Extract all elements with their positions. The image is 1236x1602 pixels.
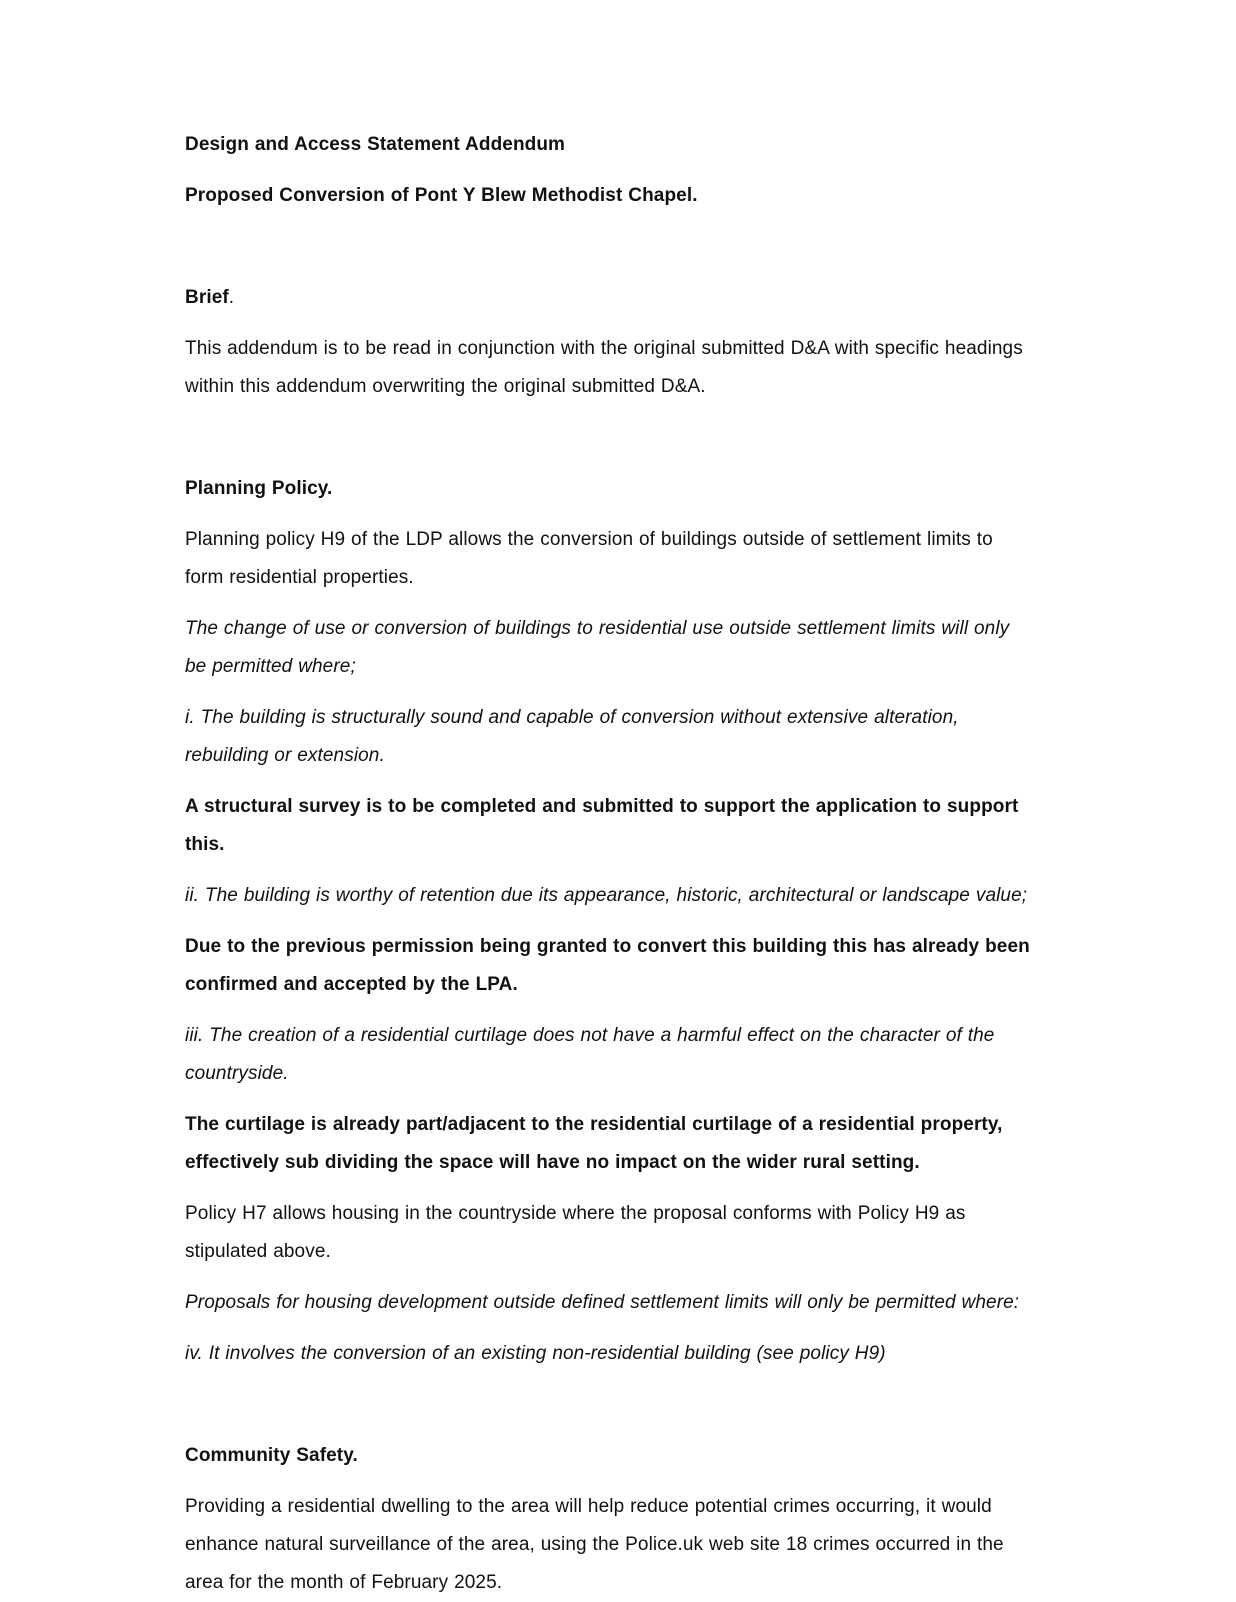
paragraph xyxy=(185,1488,1033,1602)
text-run: This addendum is to be read in conjunction with the original submitted D&A with specific headings within this addendum overwriting the original submitted D&A. xyxy=(185,338,1023,397)
paragraph xyxy=(185,610,1033,686)
blank-line xyxy=(185,228,1033,266)
paragraph xyxy=(185,177,1033,215)
blank-line xyxy=(185,419,1033,457)
paragraph xyxy=(185,877,1033,915)
paragraph xyxy=(185,330,1033,406)
paragraph xyxy=(185,279,1033,317)
text-run: Proposed Conversion of Pont Y Blew Methodist Chapel. xyxy=(185,185,698,206)
text-run: i. The building is structurally sound and capable of conversion without extensive alteration, rebuilding or extension. xyxy=(185,707,959,766)
text-run: A structural survey is to be completed and submitted to support the application to support this. xyxy=(185,796,1019,855)
text-run: iv. It involves the conversion of an existing non-residential building (see policy H9) xyxy=(185,1343,886,1364)
text-run: The curtilage is already part/adjacent to the residential curtilage of a residential property, effectively sub dividing the space will have no impact on the wider rural setting. xyxy=(185,1114,1003,1173)
paragraph xyxy=(185,1335,1033,1373)
text-run: ii. The building is worthy of retention due its appearance, historic, architectural or landscape value; xyxy=(185,885,1028,906)
text-run: Design and Access Statement Addendum xyxy=(185,134,566,155)
paragraph xyxy=(185,1017,1033,1093)
paragraph xyxy=(185,788,1033,864)
text-run: The change of use or conversion of buildings to residential use outside settlement limits will only be permitted where; xyxy=(185,618,1010,677)
text-run: Community Safety. xyxy=(185,1445,358,1466)
paragraph xyxy=(185,928,1033,1004)
text-run: Proposals for housing development outside defined settlement limits will only be permitted where: xyxy=(185,1292,1020,1313)
text-run: Due to the previous permission being granted to convert this building this has already been confirmed and accepted by the LPA. xyxy=(185,936,1030,995)
text-run: iii. The creation of a residential curtilage does not have a harmful effect on the character of the countryside. xyxy=(185,1025,995,1084)
paragraph xyxy=(185,1106,1033,1182)
paragraph xyxy=(185,1437,1033,1475)
paragraph xyxy=(185,126,1033,164)
text-run: . xyxy=(228,287,235,308)
paragraph xyxy=(185,521,1033,597)
text-run: Planning policy H9 of the LDP allows the conversion of buildings outside of settlement limits to form residential properties. xyxy=(185,529,993,588)
paragraph xyxy=(185,470,1033,508)
text-run: Policy H7 allows housing in the countryside where the proposal conforms with Policy H9 as stipulated above. xyxy=(185,1203,966,1262)
paragraph xyxy=(185,699,1033,775)
paragraph xyxy=(185,1195,1033,1271)
blank-line xyxy=(185,1386,1033,1424)
text-run: Planning Policy. xyxy=(185,478,333,499)
paragraph xyxy=(185,1284,1033,1322)
text-run: Providing a residential dwelling to the area will help reduce potential crimes occurring, it would enhance natural surveillance of the area, using the Police.uk web site 18 crimes occurred in the area for the month of February 2025. xyxy=(185,1496,1004,1593)
text-run: Brief xyxy=(185,287,229,308)
